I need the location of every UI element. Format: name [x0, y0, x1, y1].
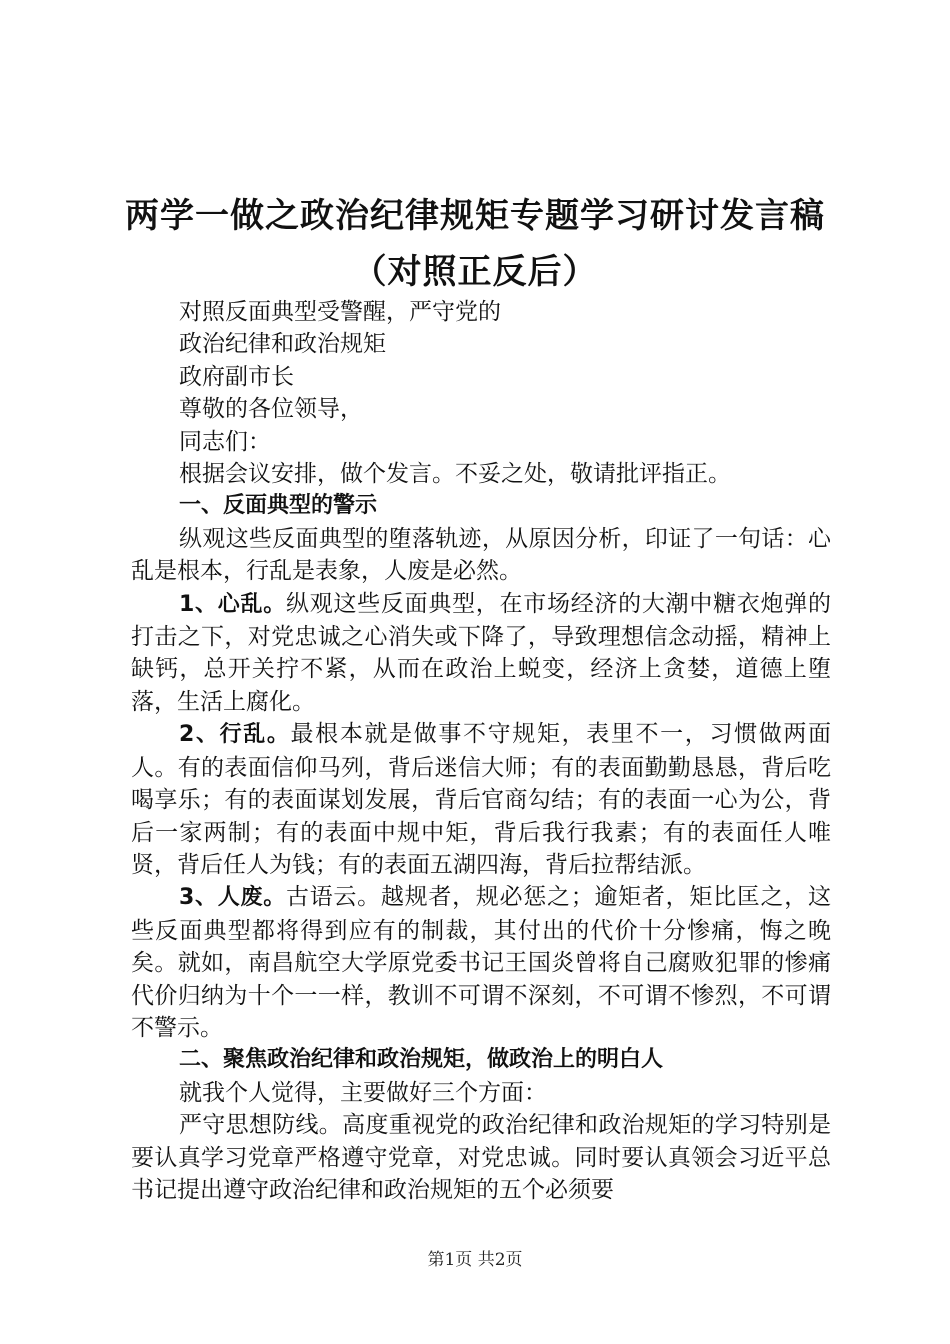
section-heading-1: 一、反面典型的警示 — [179, 493, 378, 519]
section2-intro-paragraph: 就我个人觉得，主要做好三个方面： — [179, 1079, 547, 1106]
document-body — [131, 296, 831, 1206]
text-line: 同志们： — [179, 428, 271, 455]
point3-paragraph — [131, 881, 831, 1044]
point1-paragraph — [131, 588, 831, 719]
point2-paragraph — [131, 718, 831, 881]
text-line: 政治纪律和政治规矩 — [179, 331, 386, 358]
section2-paragraph: 严守思想防线。高度重视党的政治纪律和政治规矩的学习特别是要认真学习党章严格遵守党章，对党忠诚。同时要认真领会习近平总书记提出遵守政治纪律和政治规矩的五个必须要 — [131, 1112, 831, 1203]
point3-text: 古语云。越规者，规必惩之；逾矩者，矩比匡之，这些反面典型都将得到应有的制裁，其付出的代价十分惨痛，悔之晚矣。就如，南昌航空大学原党委书记王国炎曾将自己腐败犯罪的惨痛代价归纳为十个一一样，教训不可谓不深刻，不可谓不惨烈，不可谓不警示。 — [131, 884, 832, 1041]
text-line: 根据会议安排，做个发言。不妥之处，敬请批评指正。 — [179, 461, 731, 488]
document-title-line1: 两学一做之政治纪律规矩专题学习研讨发言稿 — [125, 196, 825, 236]
point3-lead: 3、人废。 — [179, 885, 286, 911]
point2-lead: 2、行乱。 — [179, 722, 291, 748]
section1-intro-paragraph: 纵观这些反面典型的堕落轨迹，从原因分析，印证了一句话：心乱是根本，行乱是表象，人废是必然。 — [131, 525, 831, 585]
text-line: 尊敬的各位领导， — [179, 396, 363, 423]
point2-text: 最根本就是做事不守规矩，表里不一，习惯做两面人。有的表面信仰马列，背后迷信大师；有的表面勤勤恳恳，背后吃喝享乐；有的表面谋划发展，背后官商勾结；有的表面一心为公，背后一家两制；有的表面中规中矩，背后我行我素；有的表面任人唯贤，背后任人为钱；有的表面五湖四海，背后拉帮结派。 — [131, 721, 832, 878]
point1-lead: 1、心乱。 — [179, 591, 286, 617]
page-number-footer: 第1页 共2页 — [427, 1250, 523, 1270]
text-line: 政府副市长 — [179, 363, 294, 390]
section-heading-2: 二、聚焦政治纪律和政治规矩，做政治上的明白人 — [179, 1047, 664, 1073]
document-title-line2: （对照正反后） — [352, 252, 598, 292]
point1-text: 纵观这些反面典型，在市场经济的大潮中糖衣炮弹的打击之下，对党忠诚之心消失或下降了，导致理想信念动摇，精神上缺钙，总开关拧不紧，从而在政治上蜕变，经济上贪婪，道德上堕落，生活上腐化。 — [131, 590, 832, 715]
text-line: 对照反面典型受警醒，严守党的 — [179, 299, 501, 325]
